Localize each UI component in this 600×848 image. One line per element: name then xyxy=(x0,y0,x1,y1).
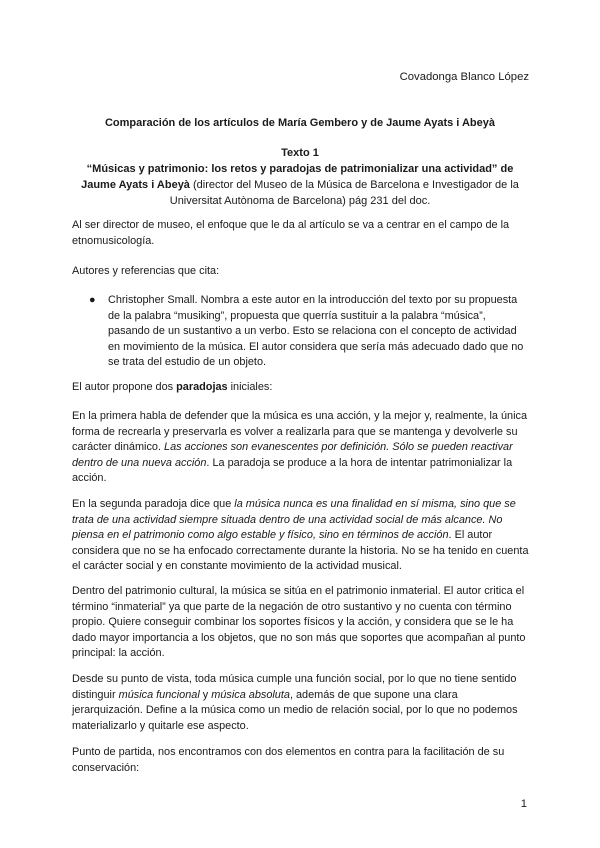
text-span: El autor propone dos xyxy=(72,381,177,393)
italic-span: la música nunca es una finalidad en sí misma, sino que se trata de una actividad siempre situada dentro de una actividad social de más alcance. No piensa en el patrimonio como algo estable y físico, sino en términos de acción xyxy=(72,498,516,542)
author-info-1: (director del Museo de la Música de Barcelona e Investigador de la xyxy=(189,179,519,191)
texto1-label: Texto 1 xyxy=(281,147,319,159)
paragraph-paradojas xyxy=(72,380,530,396)
text-span: y xyxy=(199,688,212,701)
text-span: . El autor considera que no se ha enfocado correctamente durante la historia. No se ha tenido en cuenta el carácter social y en constante movimiento de la actividad musical. xyxy=(72,529,529,573)
document-title: Comparación de los artículos de María Gembero y de Jaume Ayats i Abeyà xyxy=(104,117,496,129)
bullet-icon: ● xyxy=(89,294,96,306)
author-info-2: Universitat Autònoma de Barcelona) pág 231 del doc. xyxy=(169,195,431,207)
author-name: Covadonga Blanco López xyxy=(399,71,529,83)
paragraph-primera-paradoja xyxy=(72,409,530,487)
page-number: 1 xyxy=(520,798,527,810)
text-span: En la primera habla de defender que la música es una acción, y la mejor y, realmente, la única forma de recrearla y preservarla es volver a realizarla para que se mantenga y devolverle su carácter dinámico. xyxy=(72,410,528,454)
paragraph-authors-heading: Autores y referencias que cita: xyxy=(72,265,220,277)
article-author: Jaume Ayats i Abeyà xyxy=(81,179,190,191)
paragraph-intro: Al ser director de museo, el enfoque que le da al artículo se va a centrar en el campo de la etnomusicología. xyxy=(72,219,510,247)
text-span: iniciales: xyxy=(227,381,273,393)
list-item xyxy=(89,293,530,371)
text-span: Desde su punto de vista, toda música cumple una función social, por lo que no tiene sentido distinguir xyxy=(72,673,517,701)
article-title: “Músicas y patrimonio: los retos y paradojas de patrimonializar una actividad” de xyxy=(86,163,514,175)
paragraph-patrimonio: Dentro del patrimonio cultural, la música se sitúa en el patrimonio inmaterial. El autor critica el término “inmaterial” ya que parte de la negación de otro sustantivo y no cuenta con término propio. Quiere conseguir combinar los soportes físicos y la acción, y considera que se le ha dado mayor importancia a los objetos, que no son más que soportes que acompañan al punto principal: la acción. xyxy=(72,585,526,660)
bold-span: paradojas xyxy=(176,381,228,393)
paragraph-punto-partida: Punto de partida, nos encontramos con dos elementos en contra para la facilitación de su conservación: xyxy=(72,746,505,774)
text-span: En la segunda paradoja dice que xyxy=(72,498,235,510)
text-span: , además de que supone una clara jerarquización. Define a la música como un medio de relación social, por lo que no podemos materializarlo y quitarle ese aspecto. xyxy=(72,688,518,732)
paragraph-funcion-social xyxy=(72,672,530,734)
texto1-heading xyxy=(72,145,528,209)
paragraph-segunda-paradoja xyxy=(72,497,530,575)
bullet-text: Christopher Small. Nombra a este autor en la introducción del texto por su propuesta de la palabra “musiking”, propuesta que querría sustituir a la palabra “música”, pasando de un sustantivo a un verbo. Esto se relaciona con el concepto de actividad en movimiento de la música. El autor considera que sería más adecuado dado que no se trata del estudio de un objeto. xyxy=(108,294,524,369)
italic-span: música funcional xyxy=(118,688,200,701)
text-span: . La paradoja se produce a la hora de intentar patrimonializar la acción. xyxy=(72,456,513,485)
italic-span: Las acciones son evanescentes por definición. Sólo se pueden reactivar dentro de una nueva acción xyxy=(72,441,513,469)
italic-span: música absoluta xyxy=(211,688,290,701)
